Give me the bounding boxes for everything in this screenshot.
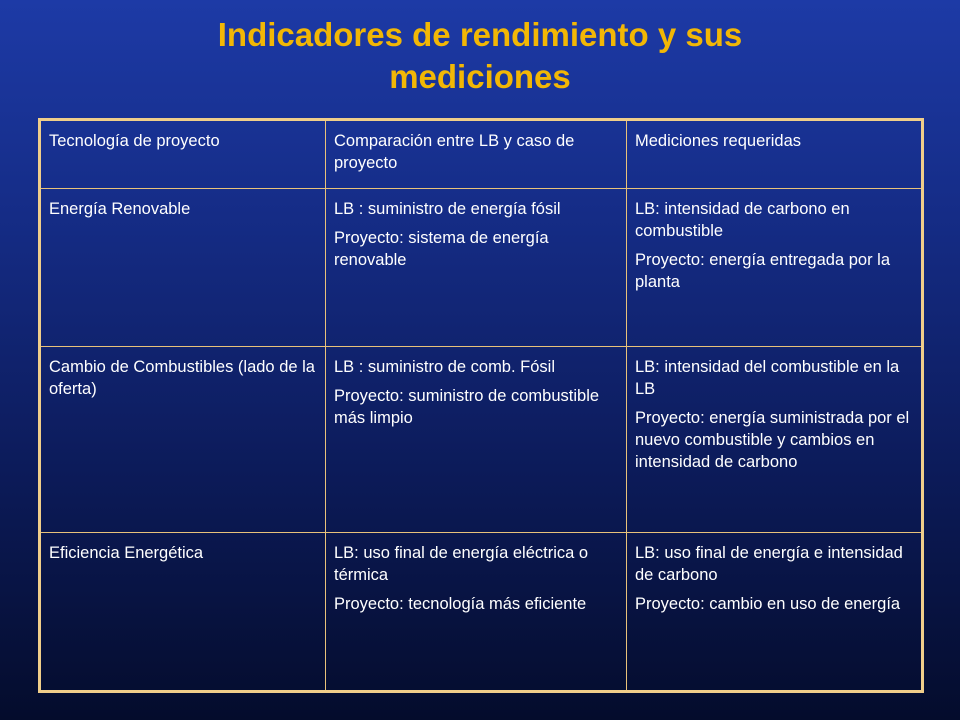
table-header-row: [40, 120, 923, 189]
header-comparison: Comparación entre LB y caso de proyecto: [326, 120, 627, 189]
technology-text: Eficiencia Energética: [49, 544, 204, 562]
table-row: [40, 189, 923, 347]
comparison-project-text: Proyecto: sistema de energía renovable: [334, 229, 549, 269]
table-row: [40, 347, 923, 533]
indicators-table: [38, 118, 924, 693]
cell-comparison: [326, 347, 627, 533]
cell-technology: [40, 347, 326, 533]
cell-technology: [40, 189, 326, 347]
comparison-lb-text: LB : suministro de comb. Fósil: [334, 358, 555, 376]
cell-technology: [40, 533, 326, 692]
comparison-project-text: Proyecto: suministro de combustible más limpio: [334, 387, 600, 427]
table-row: [40, 533, 923, 692]
cell-measurements: [627, 347, 923, 533]
measurement-lb-text: LB: intensidad de carbono en combustible: [635, 200, 850, 240]
comparison-lb-text: LB : suministro de energía fósil: [334, 200, 561, 218]
header-measurements: Mediciones requeridas: [627, 120, 923, 189]
cell-comparison: [326, 533, 627, 692]
slide-title: [130, 14, 830, 98]
measurement-project-text: Proyecto: energía entregada por la planta: [635, 251, 891, 291]
measurement-project-text: Proyecto: cambio en uso de energía: [635, 595, 901, 613]
measurement-lb-text: LB: intensidad del combustible en la LB: [635, 358, 900, 398]
technology-text: Energía Renovable: [49, 200, 191, 218]
cell-comparison: [326, 189, 627, 347]
cell-measurements: [627, 189, 923, 347]
cell-measurements: [627, 533, 923, 692]
comparison-project-text: Proyecto: tecnología más eficiente: [334, 595, 587, 613]
measurement-lb-text: LB: uso final de energía e intensidad de carbono: [635, 544, 903, 584]
slide-title-line-1: Indicadores de rendimiento y sus: [217, 16, 743, 53]
slide-title-line-2: mediciones: [389, 58, 571, 95]
measurement-project-text: Proyecto: energía suministrada por el nuevo combustible y cambios en intensidad de carbono: [635, 409, 910, 471]
header-technology: Tecnología de proyecto: [40, 120, 326, 189]
comparison-lb-text: LB: uso final de energía eléctrica o térmica: [334, 544, 589, 584]
technology-text: Cambio de Combustibles (lado de la oferta): [49, 358, 315, 398]
